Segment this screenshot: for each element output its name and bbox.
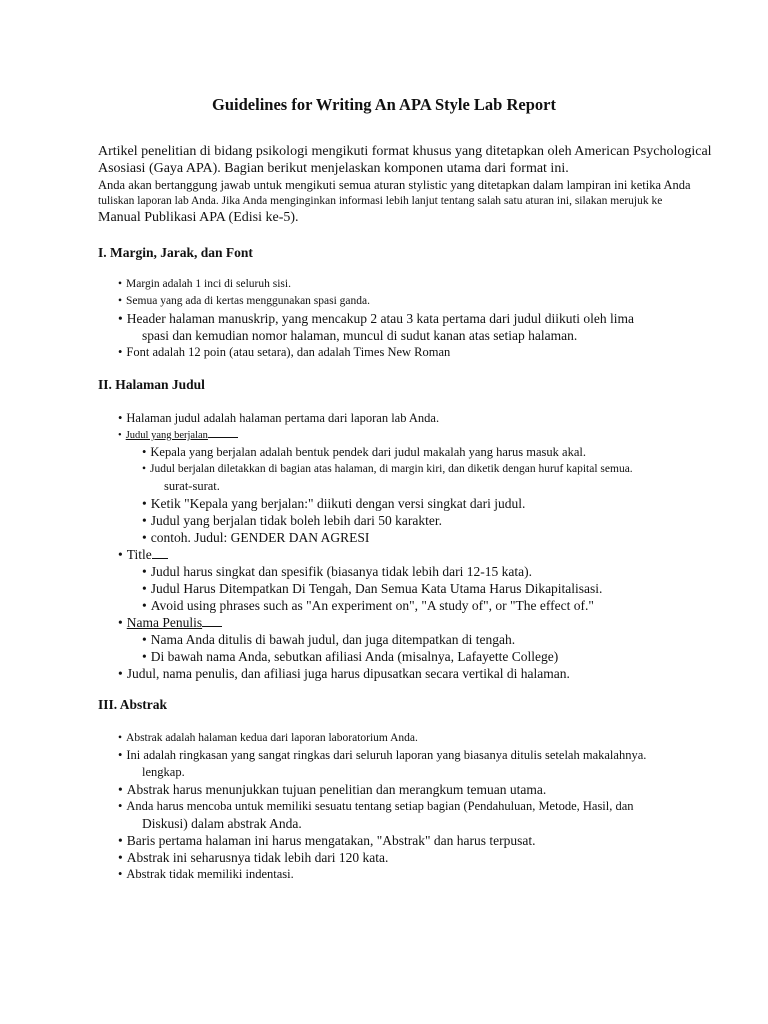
- underline-blank: [152, 548, 168, 559]
- list-item-continuation: lengkap.: [142, 765, 185, 779]
- section-heading-title-page: II. Halaman Judul: [98, 377, 205, 392]
- list-item: • Header halaman manuskrip, yang mencakup 2 atau 3 kata pertama dari judul diikuti oleh lima: [118, 310, 738, 327]
- list-item-author-name: [118, 614, 738, 631]
- list-item: • Font adalah 12 poin (atau setara), dan adalah Times New Roman: [118, 344, 738, 361]
- section-heading-abstract: III. Abstrak: [98, 697, 168, 712]
- list-item: • contoh. Judul: GENDER DAN AGRESI: [118, 529, 738, 546]
- intro-line: Asosiasi (Gaya APA). Bagian berikut menjelaskan komponen utama dari format ini.: [98, 161, 569, 176]
- list-item: • Kepala yang berjalan adalah bentuk pendek dari judul makalah yang harus masuk akal.: [118, 444, 738, 461]
- list-item: • Anda harus mencoba untuk memiliki sesuatu tentang setiap bagian (Pendahuluan, Metode, Hasil, dan: [118, 798, 738, 815]
- underline-blank: [208, 427, 238, 438]
- intro-line: Anda akan bertanggung jawab untuk mengikuti semua aturan stylistic yang ditetapkan dalam lampiran ini ketika Anda: [98, 178, 691, 192]
- section-3-list: [118, 730, 738, 883]
- list-item: • Judul yang berjalan tidak boleh lebih dari 50 karakter.: [118, 512, 738, 529]
- list-item: • Ketik "Kepala yang berjalan:" diikuti dengan versi singkat dari judul.: [118, 495, 738, 512]
- section-1-list: [118, 276, 738, 361]
- list-item: • Abstrak ini seharusnya tidak lebih dari 120 kata.: [118, 849, 738, 866]
- document-title: Guidelines for Writing An APA Style Lab Report: [212, 95, 556, 114]
- title-label: Title: [126, 547, 152, 562]
- list-item-continuation: surat-surat.: [164, 479, 220, 493]
- intro-line: Artikel penelitian di bidang psikologi mengikuti format khusus yang ditetapkan oleh American Psychological: [98, 144, 712, 159]
- list-item: • Judul berjalan diletakkan di bagian atas halaman, di margin kiri, dan diketik dengan huruf kapital semua.: [118, 461, 738, 478]
- section-heading-margin: I. Margin, Jarak, dan Font: [98, 245, 253, 260]
- list-item: • Semua yang ada di kertas menggunakan spasi ganda.: [118, 293, 738, 310]
- list-item: • Judul, nama penulis, dan afiliasi juga harus dipusatkan secara vertikal di halaman.: [118, 665, 738, 682]
- list-item: • Ini adalah ringkasan yang sangat ringkas dari seluruh laporan yang biasanya ditulis setelah makalahnya.: [118, 747, 738, 764]
- list-item-running-head: [118, 427, 738, 444]
- intro-line: tuliskan laporan lab Anda. Jika Anda menginginkan informasi lebih lanjut tentang salah satu aturan ini, silakan merujuk ke: [98, 195, 663, 207]
- list-item: • Abstrak adalah halaman kedua dari laporan laboratorium Anda.: [118, 730, 738, 747]
- underline-blank: [202, 616, 222, 627]
- list-item: • Halaman judul adalah halaman pertama dari laporan lab Anda.: [118, 410, 738, 427]
- list-item: • Abstrak harus menunjukkan tujuan penelitian dan merangkum temuan utama.: [118, 781, 738, 798]
- list-item: • Margin adalah 1 inci di seluruh sisi.: [118, 276, 738, 293]
- list-item-title: [118, 546, 738, 563]
- list-item: • Abstrak tidak memiliki indentasi.: [118, 866, 738, 883]
- section-2-list: [118, 410, 738, 682]
- list-item: • Di bawah nama Anda, sebutkan afiliasi Anda (misalnya, Lafayette College): [118, 648, 738, 665]
- list-item: • Judul Harus Ditempatkan Di Tengah, Dan Semua Kata Utama Harus Dikapitalisasi.: [118, 580, 738, 597]
- running-head-label: Judul yang berjalan: [125, 430, 208, 441]
- author-name-label: Nama Penulis: [126, 615, 203, 630]
- intro-line: Manual Publikasi APA (Edisi ke-5).: [98, 210, 299, 225]
- list-item: • Nama Anda ditulis di bawah judul, dan juga ditempatkan di tengah.: [118, 631, 738, 648]
- intro-paragraph: [98, 143, 738, 226]
- list-item: • Baris pertama halaman ini harus mengatakan, "Abstrak" dan harus terpusat.: [118, 832, 738, 849]
- list-item: • Avoid using phrases such as "An experiment on", "A study of", or "The effect of.": [118, 597, 738, 614]
- list-item-continuation: Diskusi) dalam abstrak Anda.: [142, 816, 302, 831]
- list-item: • Judul harus singkat dan spesifik (biasanya tidak lebih dari 12-15 kata).: [118, 563, 738, 580]
- list-item-continuation: spasi dan kemudian nomor halaman, muncul di sudut kanan atas setiap halaman.: [142, 328, 578, 343]
